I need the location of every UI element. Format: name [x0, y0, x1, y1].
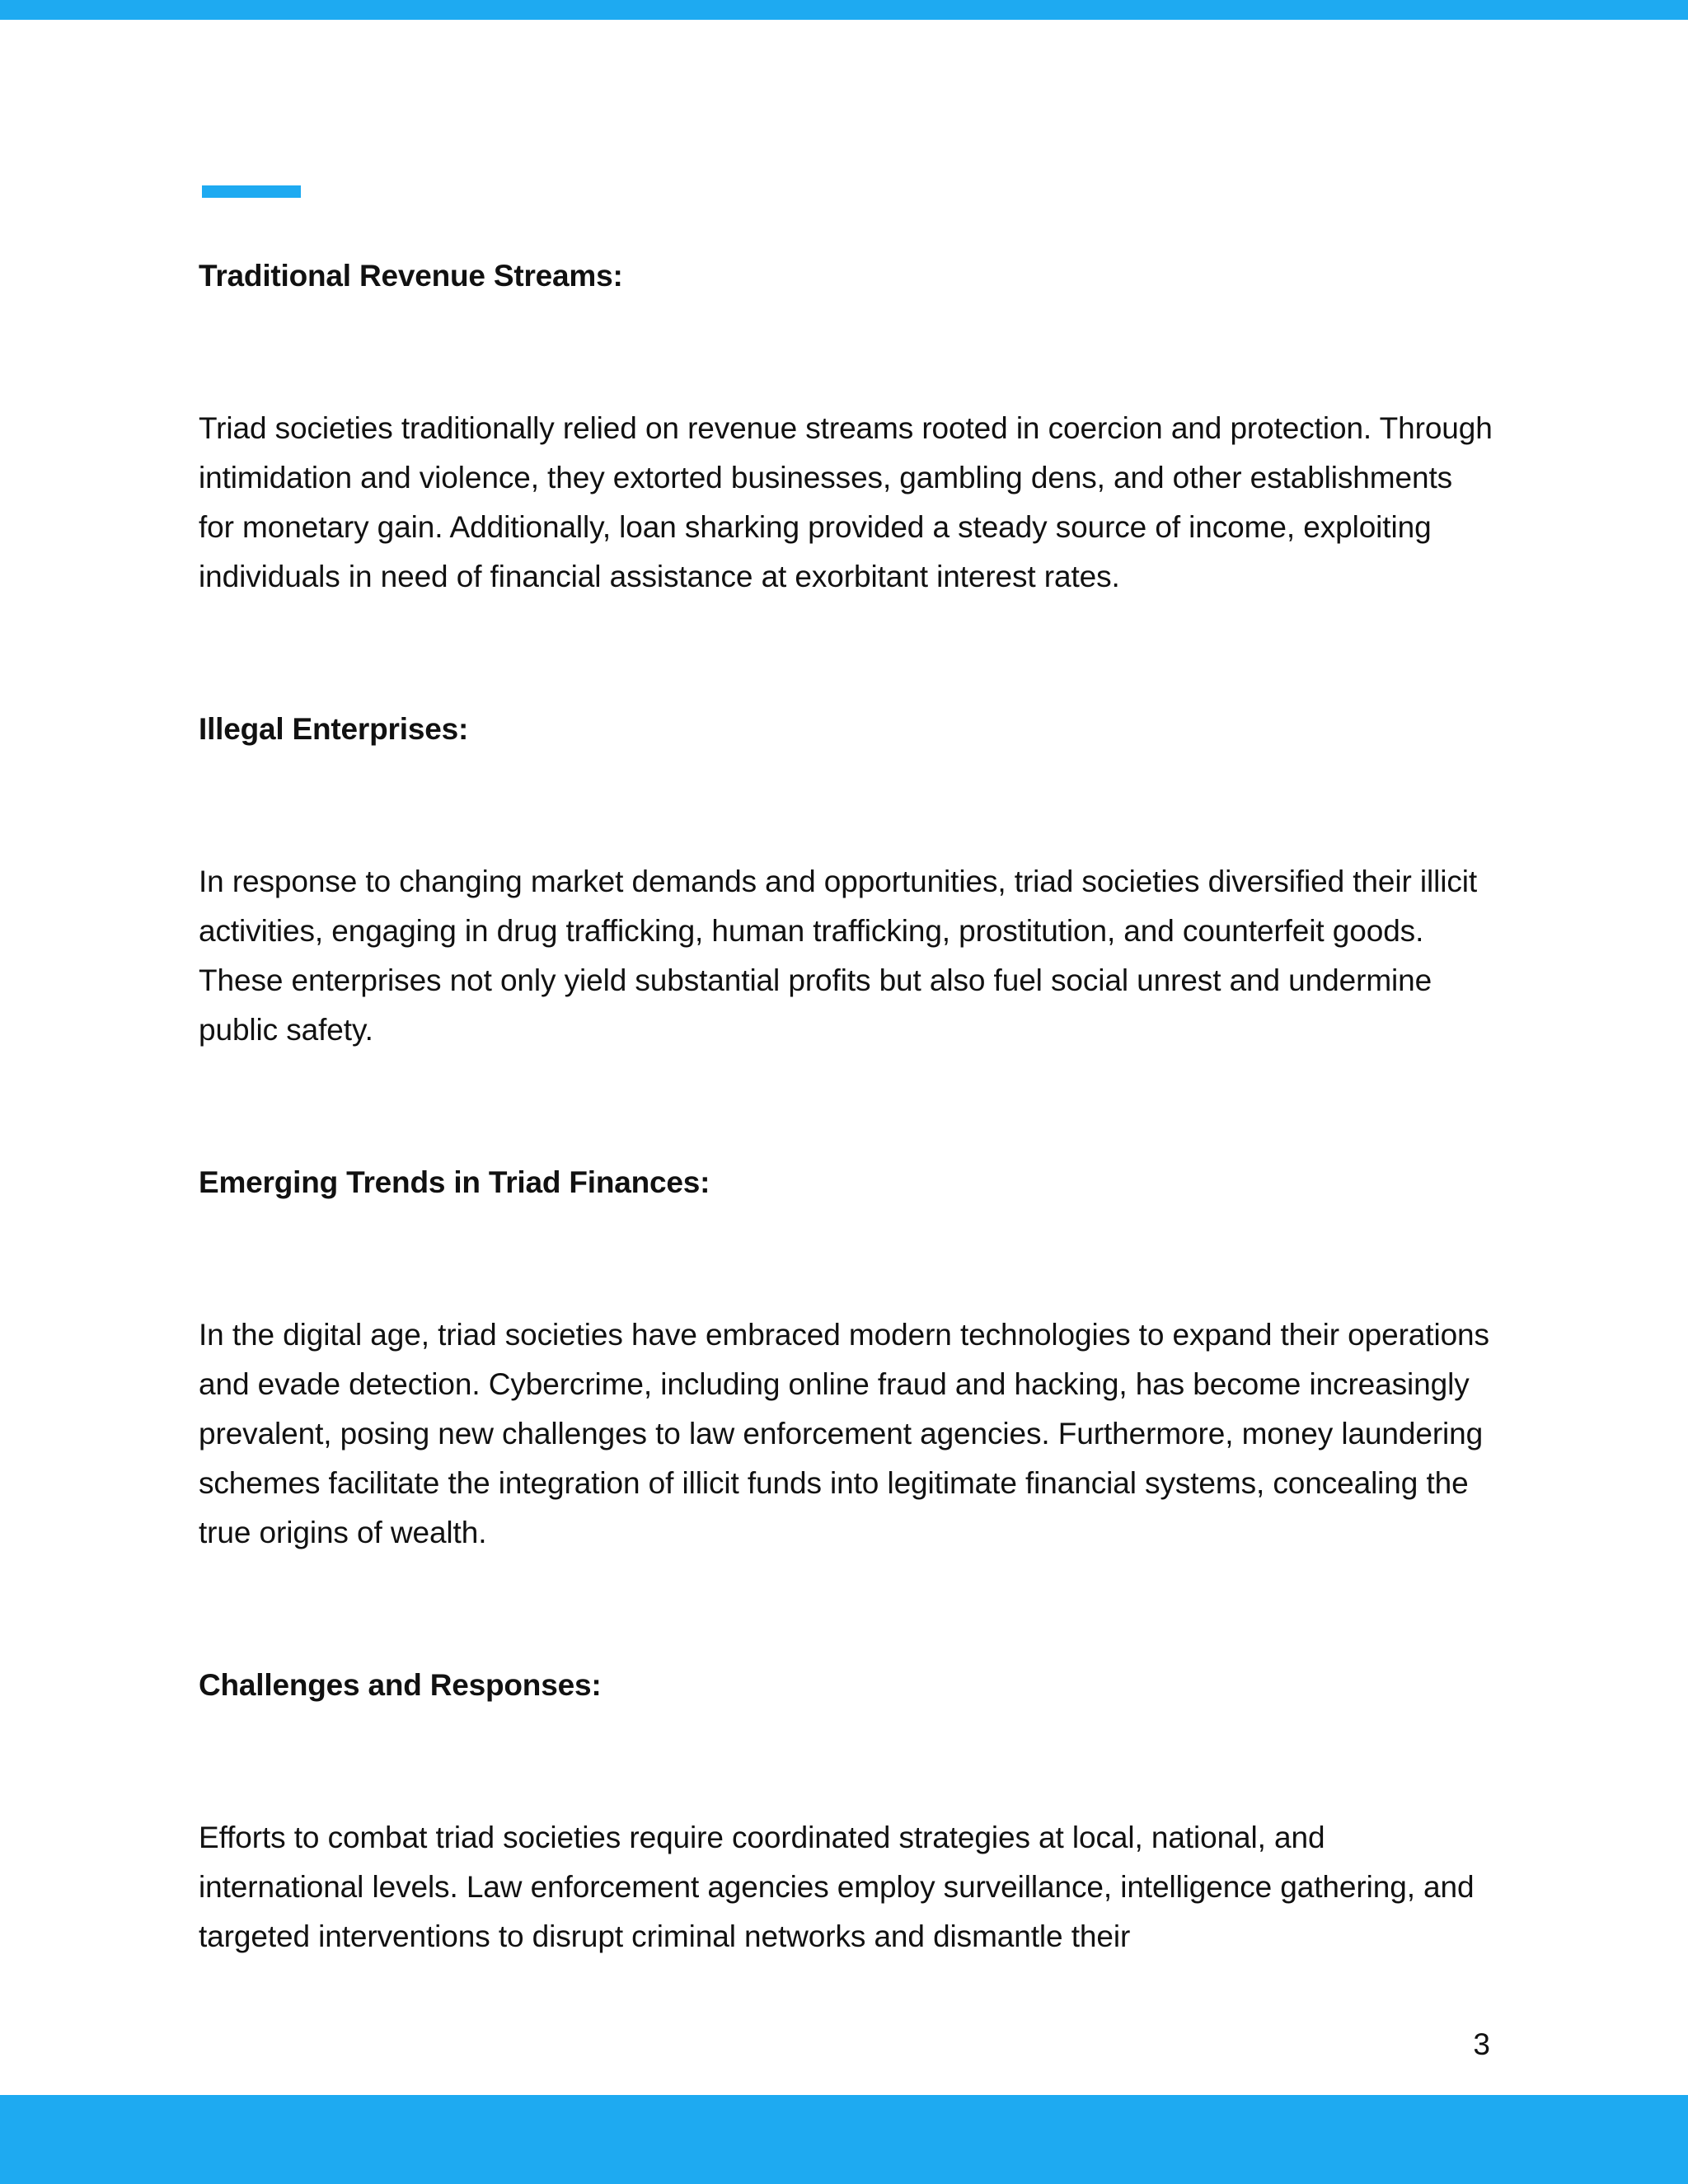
document-body	[199, 251, 1493, 1961]
section-body-challenges-responses: Efforts to combat triad societies require coordinated strategies at local, national, and international levels. Law enforcement agencies employ surveillance, intelligence gathering, and targeted interventions to disrupt criminal networks and dismantle their	[199, 1821, 1475, 1953]
section-heading-challenges-responses: Challenges and Responses:	[199, 1668, 602, 1702]
section-heading-emerging-trends: Emerging Trends in Triad Finances:	[199, 1165, 710, 1199]
bottom-accent-bar	[0, 2095, 1688, 2184]
section-body-emerging-trends: In the digital age, triad societies have embraced modern technologies to expand their operations and evade detection. Cybercrime, including online fraud and hacking, has become increasingly prevalent, posing new challenges to law enforcement agencies. Furthermore, money laundering schemes facilitate the integration of illicit funds into legitimate financial systems, concealing the true origins of wealth.	[199, 1318, 1489, 1549]
section-body-illegal-enterprises: In response to changing market demands and opportunities, triad societies diversified their illicit activities, engaging in drug trafficking, human trafficking, prostitution, and counterfeit goods. These enterprises not only yield substantial profits but also fuel social unrest and undermine public safety.	[199, 865, 1478, 1047]
section-accent-line	[202, 185, 301, 198]
section-body-traditional-revenue: Triad societies traditionally relied on revenue streams rooted in coercion and protection. Through intimidation and violence, they extorted businesses, gambling dens, and other establishments for monetary gain. Additionally, loan sharking provided a steady source of income, exploiting individuals in need of financial assistance at exorbitant interest rates.	[199, 411, 1493, 593]
section-heading-traditional-revenue: Traditional Revenue Streams:	[199, 259, 623, 293]
top-accent-bar	[0, 0, 1688, 20]
section-heading-illegal-enterprises: Illegal Enterprises:	[199, 712, 469, 746]
page-number: 3	[1473, 2027, 1490, 2061]
